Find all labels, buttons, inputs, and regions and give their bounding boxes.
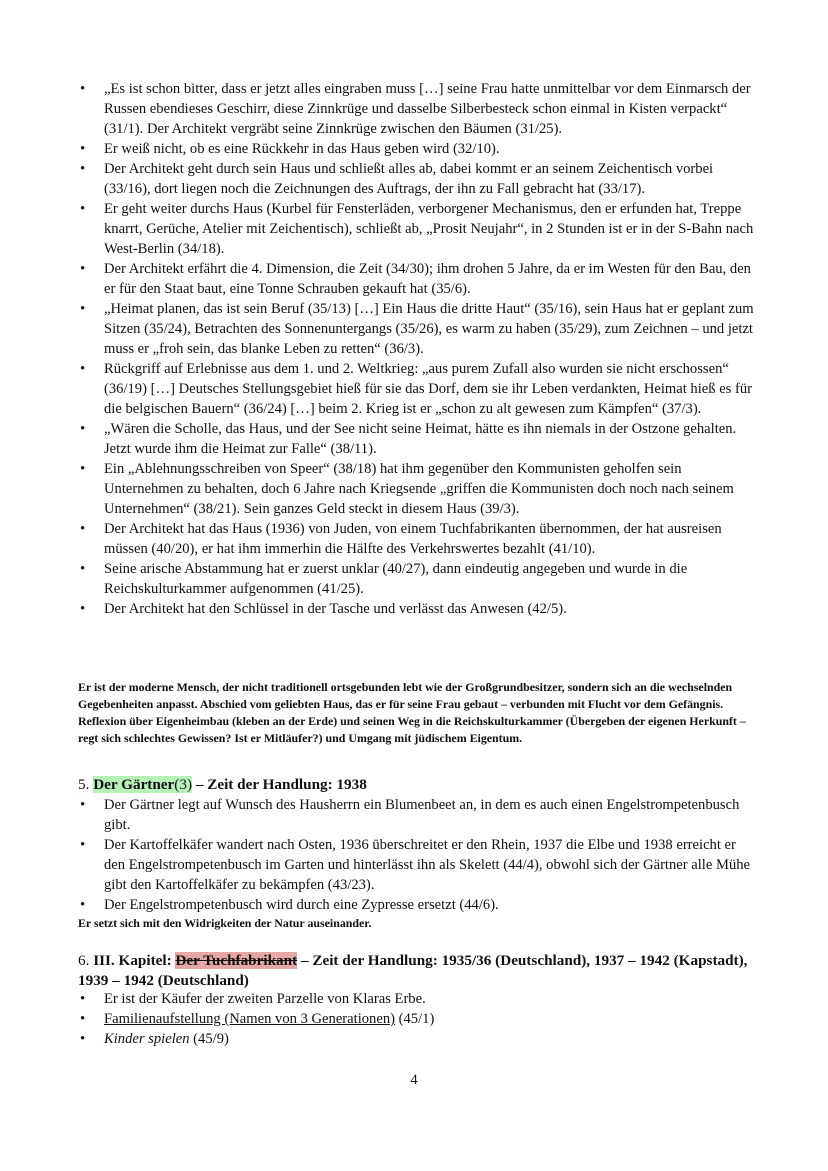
clothmaker-bullet-list	[78, 989, 758, 1049]
list-item: • „Es ist schon bitter, dass er jetzt alles eingraben muss […] seine Frau hatte unmittelbar vor dem Einmarsch der Russen ebendieses Geschirr, diese Zinnkrüge und dasselbe Silberbesteck schon einmal in Kisten verpackt“ (31/1). Der Architekt vergräbt seine Zinnkrüge zwischen den Bäumen (31/25).	[78, 79, 758, 139]
highlighted-name: Der Tuchfabrikant	[175, 952, 298, 969]
list-item: • Der Kartoffelkäfer wandert nach Osten, 1936 überschreitet er den Rhein, 1937 die Elbe und 1938 erreicht er den Engelstrompetenbusch im Garten und hinterlässt ihn als Skelett (44/4), obwohl sich der Gärtner alle Mühe gibt den Kartoffelkäfer zu bekämpfen (43/23).	[78, 835, 758, 895]
list-item: • Er geht weiter durchs Haus (Kurbel für Fensterläden, verborgener Mechanismus, den er erfunden hat, Treppe knarrt, Gerüche, Atelier mit Zeichentisch), schließt ab, „Prosit Neujahr“, in 2 Stunden ist er in der S-Bahn nach West-Berlin (34/18).	[78, 199, 758, 259]
chapter-label: III. Kapitel:	[93, 952, 172, 969]
list-item: • Der Engelstrompetenbusch wird durch eine Zypresse ersetzt (44/6).	[78, 895, 758, 915]
reference: (45/9)	[189, 1031, 229, 1047]
gardener-summary: Er setzt sich mit den Widrigkeiten der Natur auseinander.	[78, 916, 372, 930]
list-item: • Seine arische Abstammung hat er zuerst unklar (40/27), dann eindeutig angegeben und wurde in die Reichskulturkammer aufgenommen (41/25).	[78, 559, 758, 599]
list-item: • Der Architekt erfährt die 4. Dimension, die Zeit (34/30); ihm drohen 5 Jahre, da er im Westen für den Bau, den er für den Staat baut, eine Tonne Schrauben gekauft hat (35/6).	[78, 259, 758, 299]
time-of-action: – Zeit der Handlung: 1935/36 (Deutschland), 1937 – 1942 (Kapstadt), 1939 – 1942 (Deutschland)	[78, 952, 748, 989]
gardener-bullet-list	[78, 795, 758, 915]
highlighted-name: Der Gärtner	[93, 776, 175, 793]
architect-bullet-list	[78, 79, 758, 619]
section-heading-gardener	[78, 775, 768, 795]
list-item: • Ein „Ablehnungsschreiben von Speer“ (38/18) hat ihm gegenüber den Kommunisten geholfen sein Unternehmen zu behalten, doch 6 Jahre nach Kriegsende „griffen die Kommunisten doch noch nach seinem Unternehmen“ (38/21). Sein ganzes Geld steckt in diesem Haus (39/3).	[78, 459, 758, 519]
page-number: 4	[410, 1072, 418, 1088]
section-number: 6.	[78, 952, 90, 969]
chapter-ref: (3)	[174, 776, 193, 793]
architect-summary: Er ist der moderne Mensch, der nicht traditionell ortsgebunden lebt wie der Großgrundbesitzer, sondern sich an die wechselnden Gegebenheiten anpasst. Abschied vom geliebten Haus, das er für seine Frau gebaut – verbunden mit Flucht vor dem Gefängnis. Reflexion über Eigenheimbau (kleben an der Erde) und seinen Weg in die Reichskulturkammer (Übergeben der eigenen Herkunft – regt sich schlechtes Gewissen? Ist er Mitläufer?) und Umgang mit jüdischem Eigentum.	[78, 680, 746, 745]
list-item: • Der Architekt hat das Haus (1936) von Juden, von einem Tuchfabrikanten übernommen, der hat ausreisen müssen (40/20), er hat ihm immerhin die Hälfte des Verkehrswertes bezahlt (41/10).	[78, 519, 758, 559]
section-number: 5.	[78, 776, 90, 793]
list-item: • Rückgriff auf Erlebnisse aus dem 1. und 2. Weltkrieg: „aus purem Zufall also wurden sie nicht erschossen“ (36/19) […] Deutsches Stellungsgebiet hieß für sie das Dorf, dem sie ihr Leben verdankten, Heimat hieß es für die belgischen Bauern“ (36/24) […] beim 2. Krieg ist er „schon zu alt gewesen zum Kämpfen“ (37/3).	[78, 359, 758, 419]
list-item: • „Wären die Scholle, das Haus, und der See nicht seine Heimat, hätte es ihn niemals in der Ostzone gehalten. Jetzt wurde ihm die Heimat zur Falle“ (38/11).	[78, 419, 758, 459]
underlined-text: Familienaufstellung (Namen von 3 Generationen)	[104, 1011, 395, 1027]
list-item: • „Heimat planen, das ist sein Beruf (35/13) […] Ein Haus die dritte Haut“ (35/16), sein Haus hat er geplant zum Sitzen (35/24), Betrachten des Sonnenuntergangs (35/26), es warm zu haben (35/29), zum Zeichnen – und jetzt muss er „froh sein, das blanke Leben zu retten“ (36/3).	[78, 299, 758, 359]
list-item: • Der Gärtner legt auf Wunsch des Hausherrn ein Blumenbeet an, in dem es auch einen Engelstrompetenbusch gibt.	[78, 795, 758, 835]
time-of-action: – Zeit der Handlung: 1938	[192, 776, 367, 793]
list-item: • Der Architekt geht durch sein Haus und schließt alles ab, dabei kommt er an seinem Zeichentisch vorbei (33/16), dort liegen noch die Zeichnungen des Auftrags, der ihn zu Fall gebracht hat (33/17).	[78, 159, 758, 199]
list-item: • Er ist der Käufer der zweiten Parzelle von Klaras Erbe.	[78, 989, 758, 1009]
section-heading-clothmaker	[78, 951, 768, 991]
italic-text: Kinder spielen	[104, 1031, 190, 1047]
list-item: • Er weiß nicht, ob es eine Rückkehr in das Haus geben wird (32/10).	[78, 139, 758, 159]
list-item	[78, 1009, 758, 1029]
list-item	[78, 1029, 758, 1049]
reference: (45/1)	[394, 1011, 435, 1027]
list-item: • Der Architekt hat den Schlüssel in der Tasche und verlässt das Anwesen (42/5).	[78, 599, 758, 619]
